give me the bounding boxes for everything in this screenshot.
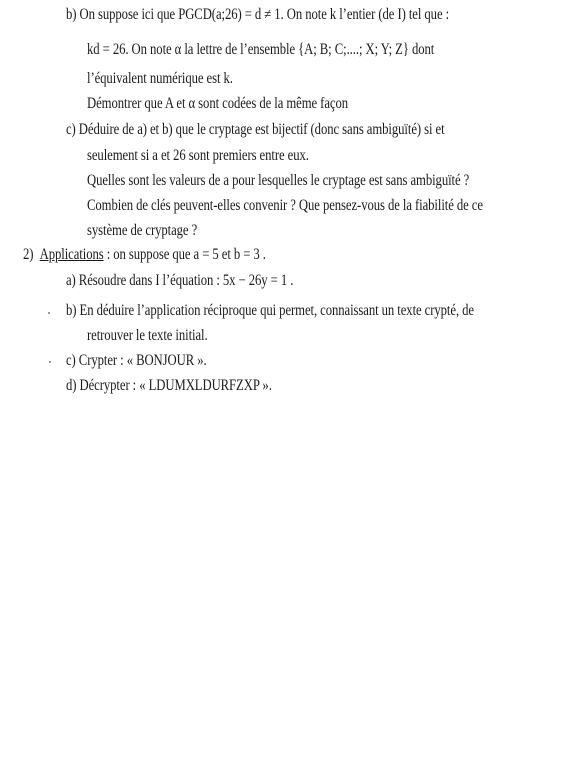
item-2b-line-1: b) En déduire l’application réciproque qui permet, connaissant un texte crypté, de xyxy=(66,302,474,319)
section-2-intro: : on suppose que a = 5 et b = 3 . xyxy=(103,246,266,263)
section-2-heading-line xyxy=(23,246,266,264)
scan-speck xyxy=(49,361,51,363)
section-2-number: 2) xyxy=(23,246,34,263)
item-1c-line-5: système de cryptage ? xyxy=(87,222,198,239)
item-1b-line-3: l’équivalent numérique est k. xyxy=(87,70,233,87)
item-2d: d) Décrypter : « LDUMXLDURFZXP ». xyxy=(66,377,272,394)
item-1c-line-4: Combien de clés peuvent-elles convenir ? Que pensez-vous de la fiabilité de ce xyxy=(87,197,483,214)
item-2b-line-2: retrouver le texte initial. xyxy=(87,327,208,344)
item-1b-line-2: kd = 26. On note α la lettre de l’ensemble {A; B; C;....; X; Y; Z} dont xyxy=(87,41,435,58)
item-1b-line-4: Démontrer que A et α sont codées de la même façon xyxy=(87,95,348,112)
item-2a: a) Résoudre dans I l’équation : 5x − 26y = 1 . xyxy=(66,272,294,289)
item-1c-line-1: c) Déduire de a) et b) que le cryptage est bijectif (donc sans ambiguïté) si et xyxy=(66,121,445,138)
item-1c-line-3: Quelles sont les valeurs de a pour lesquelles le cryptage est sans ambiguïté ? xyxy=(87,172,470,189)
section-2-heading: Applications xyxy=(39,246,104,263)
item-2c: c) Crypter : « BONJOUR ». xyxy=(66,352,207,369)
item-1b-line-1: b) On suppose ici que PGCD(a;26) = d ≠ 1. On note k l’entier (de I) tel que : xyxy=(66,6,450,23)
scan-speck xyxy=(48,312,50,314)
item-1c-line-2: seulement si a et 26 sont premiers entre eux. xyxy=(87,147,309,164)
